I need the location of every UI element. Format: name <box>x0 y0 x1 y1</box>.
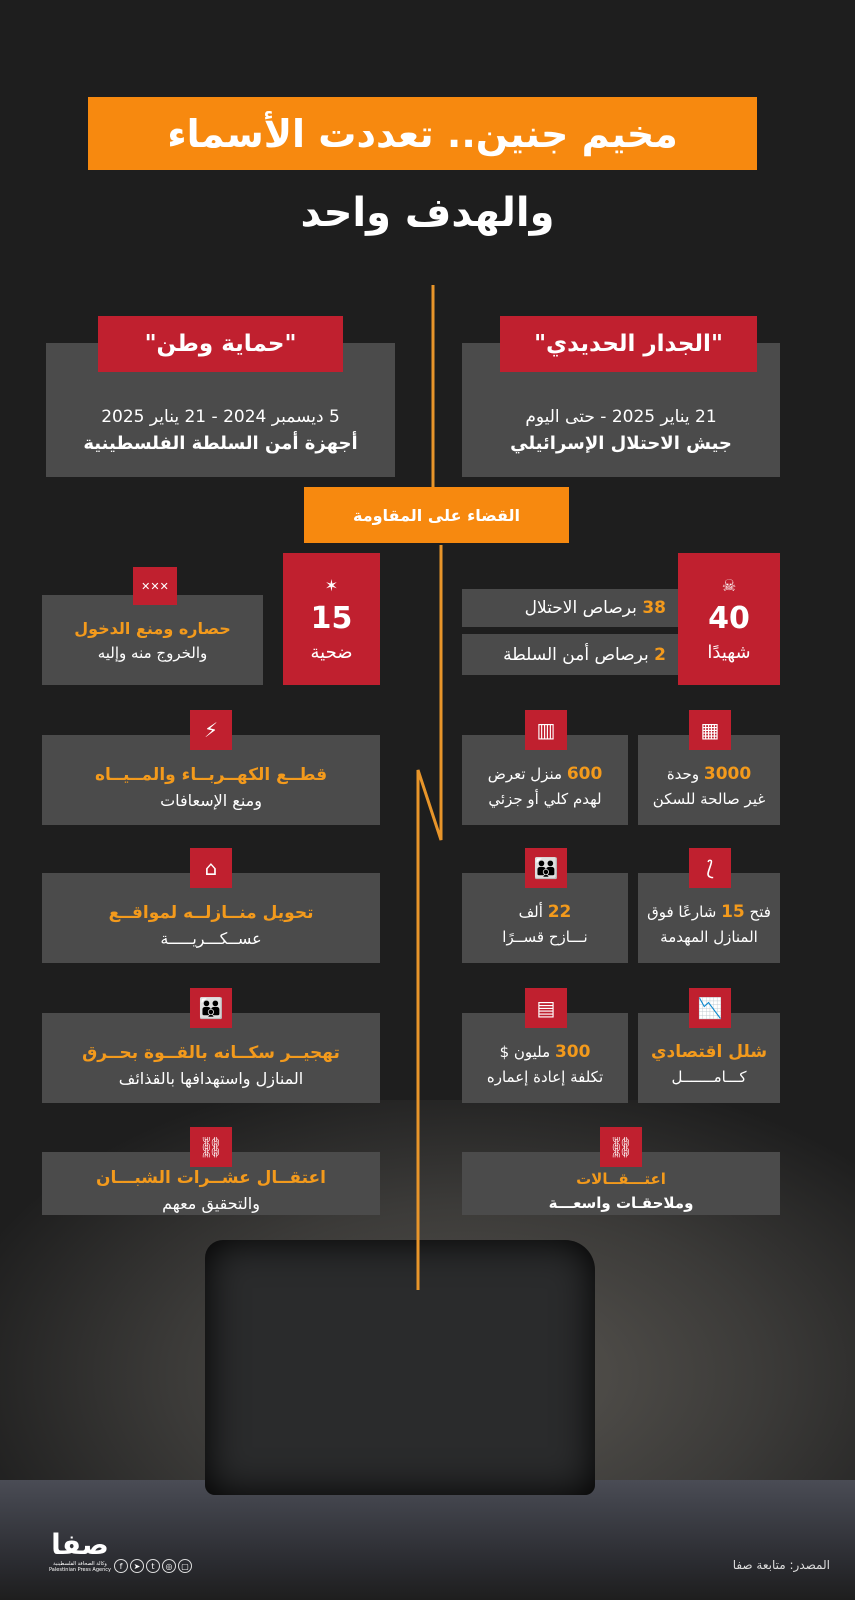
iron-wall-name: "الجدار الحديدي" <box>500 316 757 372</box>
handcuffs-icon: ⛓ <box>600 1127 642 1167</box>
logo-mark: صفا <box>51 1528 109 1561</box>
siege-card <box>42 595 263 685</box>
road-icon: ⟆ <box>689 848 731 888</box>
protect-homeland-dates: 5 ديسمبر 2024 - 21 يناير 2025 <box>101 406 340 427</box>
stat-text: برصاص أمن السلطة <box>503 644 649 665</box>
martyrs-row-occupation <box>462 589 678 627</box>
stat-unit: شارعًا فوق <box>647 903 717 921</box>
stat-unit: مليون $ <box>499 1043 551 1061</box>
arrests-title: اعتـــقــالات <box>576 1169 666 1188</box>
impact-text: ومنع الإسعافات <box>160 790 262 810</box>
stat-prefix: فتح <box>749 903 771 921</box>
facebook-icon[interactable]: f <box>114 1559 128 1573</box>
stat-number: 600 <box>566 764 603 784</box>
impact-title: تحويل منــازلــه لمواقــع <box>108 902 314 923</box>
impact-text: والتحقيق معهم <box>162 1194 260 1213</box>
stat-text: برصاص الاحتلال <box>524 598 637 618</box>
impact-text: المنازل واستهدافها بالقذائف <box>118 1068 304 1088</box>
stat-number: 15 <box>721 902 745 922</box>
subtitle: والهدف واحد <box>300 190 555 236</box>
social-icons <box>112 1559 192 1573</box>
stat-number: 300 <box>554 1042 591 1062</box>
barbed-wire-icon: ✕✕✕ <box>133 567 177 605</box>
fallen-person-icon: ☠ <box>721 575 737 595</box>
stat-description: غير صالحة للسكن <box>652 790 766 808</box>
apartment-icon: ▥ <box>525 710 567 750</box>
family-icon: 👪 <box>525 848 567 888</box>
twitter-icon[interactable]: t <box>146 1559 160 1573</box>
main-title: مخيم جنين.. تعددت الأسماء <box>88 97 757 170</box>
stat-unit: وحدة <box>666 765 700 783</box>
impact-title: اعتقــال عشــرات الشبـــان <box>96 1168 326 1188</box>
whatsapp-icon[interactable]: ◎ <box>162 1559 176 1573</box>
stat-num: 38 <box>642 598 666 618</box>
instagram-icon[interactable]: ▢ <box>178 1559 192 1573</box>
siege-title: حصاره ومنع الدخول <box>74 618 231 638</box>
victims-count: 15 <box>310 600 353 636</box>
protect-homeland-actor: أجهزة أمن السلطة الفلسطينية <box>83 432 358 454</box>
iron-wall-dates: 21 يناير 2025 - حتى اليوم <box>525 406 717 427</box>
telegram-icon[interactable]: ➤ <box>130 1559 144 1573</box>
safa-logo <box>40 1528 120 1573</box>
impact-title: تهجيــر سكــانه بالقــوة بحــرق <box>82 1042 340 1063</box>
chart-decline-icon: 📉 <box>689 988 731 1028</box>
martyrs-row-authority <box>462 634 678 675</box>
stat-description: تكلفة إعادة إعماره <box>486 1068 604 1086</box>
source-text: المصدر: متابعة صفا <box>732 1558 830 1572</box>
city-street-icon: ▤ <box>525 988 567 1028</box>
center-label: القضاء على المقاومة <box>304 487 569 543</box>
stat-description: لهدم كلي أو جزئي <box>488 790 602 808</box>
siege-text: والخروج منه وإليه <box>97 643 208 662</box>
martyrs-count: 40 <box>708 600 750 636</box>
victims-label: ضحية <box>310 641 353 663</box>
arrests-text: وملاحقـات واسعـــة <box>548 1193 694 1212</box>
handcuffs-icon: ⛓ <box>190 1127 232 1167</box>
martyrs-box <box>678 553 780 685</box>
agency-name-en: Palestinian Press Agency <box>49 1567 111 1573</box>
impact-text: عســكـــريـــــة <box>160 928 262 948</box>
stat-description: نـــازح قســرًا <box>502 928 588 946</box>
stat-unit: منزل تعرض <box>487 765 563 783</box>
agency-name-ar: وكالة الصحافة الفلسطينية <box>53 1561 107 1567</box>
displaced-family-icon: 👪 <box>190 988 232 1028</box>
stat-description: كـــامـــــــل <box>671 1068 747 1086</box>
injured-person-icon: ✶ <box>324 575 339 595</box>
ruined-building-icon: ▦ <box>689 710 731 750</box>
power-cut-icon: ⚡ <box>190 710 232 750</box>
iron-wall-actor: جيش الاحتلال الإسرائيلي <box>510 432 732 454</box>
victims-box <box>283 553 380 685</box>
stat-number: 22 <box>547 902 572 922</box>
military-house-icon: ⌂ <box>190 848 232 888</box>
stat-number: شلل اقتصادي <box>650 1042 768 1062</box>
impact-title: قطــع الكهــربــاء والمــيــاه <box>94 764 328 785</box>
protect-homeland-name: "حماية وطن" <box>98 316 343 372</box>
stat-num: 2 <box>654 644 666 665</box>
stat-number: 3000 <box>703 764 752 784</box>
martyrs-label: شهيدًا <box>707 641 751 663</box>
stat-unit: ألف <box>518 903 543 921</box>
stat-description: المنازل المهدمة <box>660 928 758 946</box>
